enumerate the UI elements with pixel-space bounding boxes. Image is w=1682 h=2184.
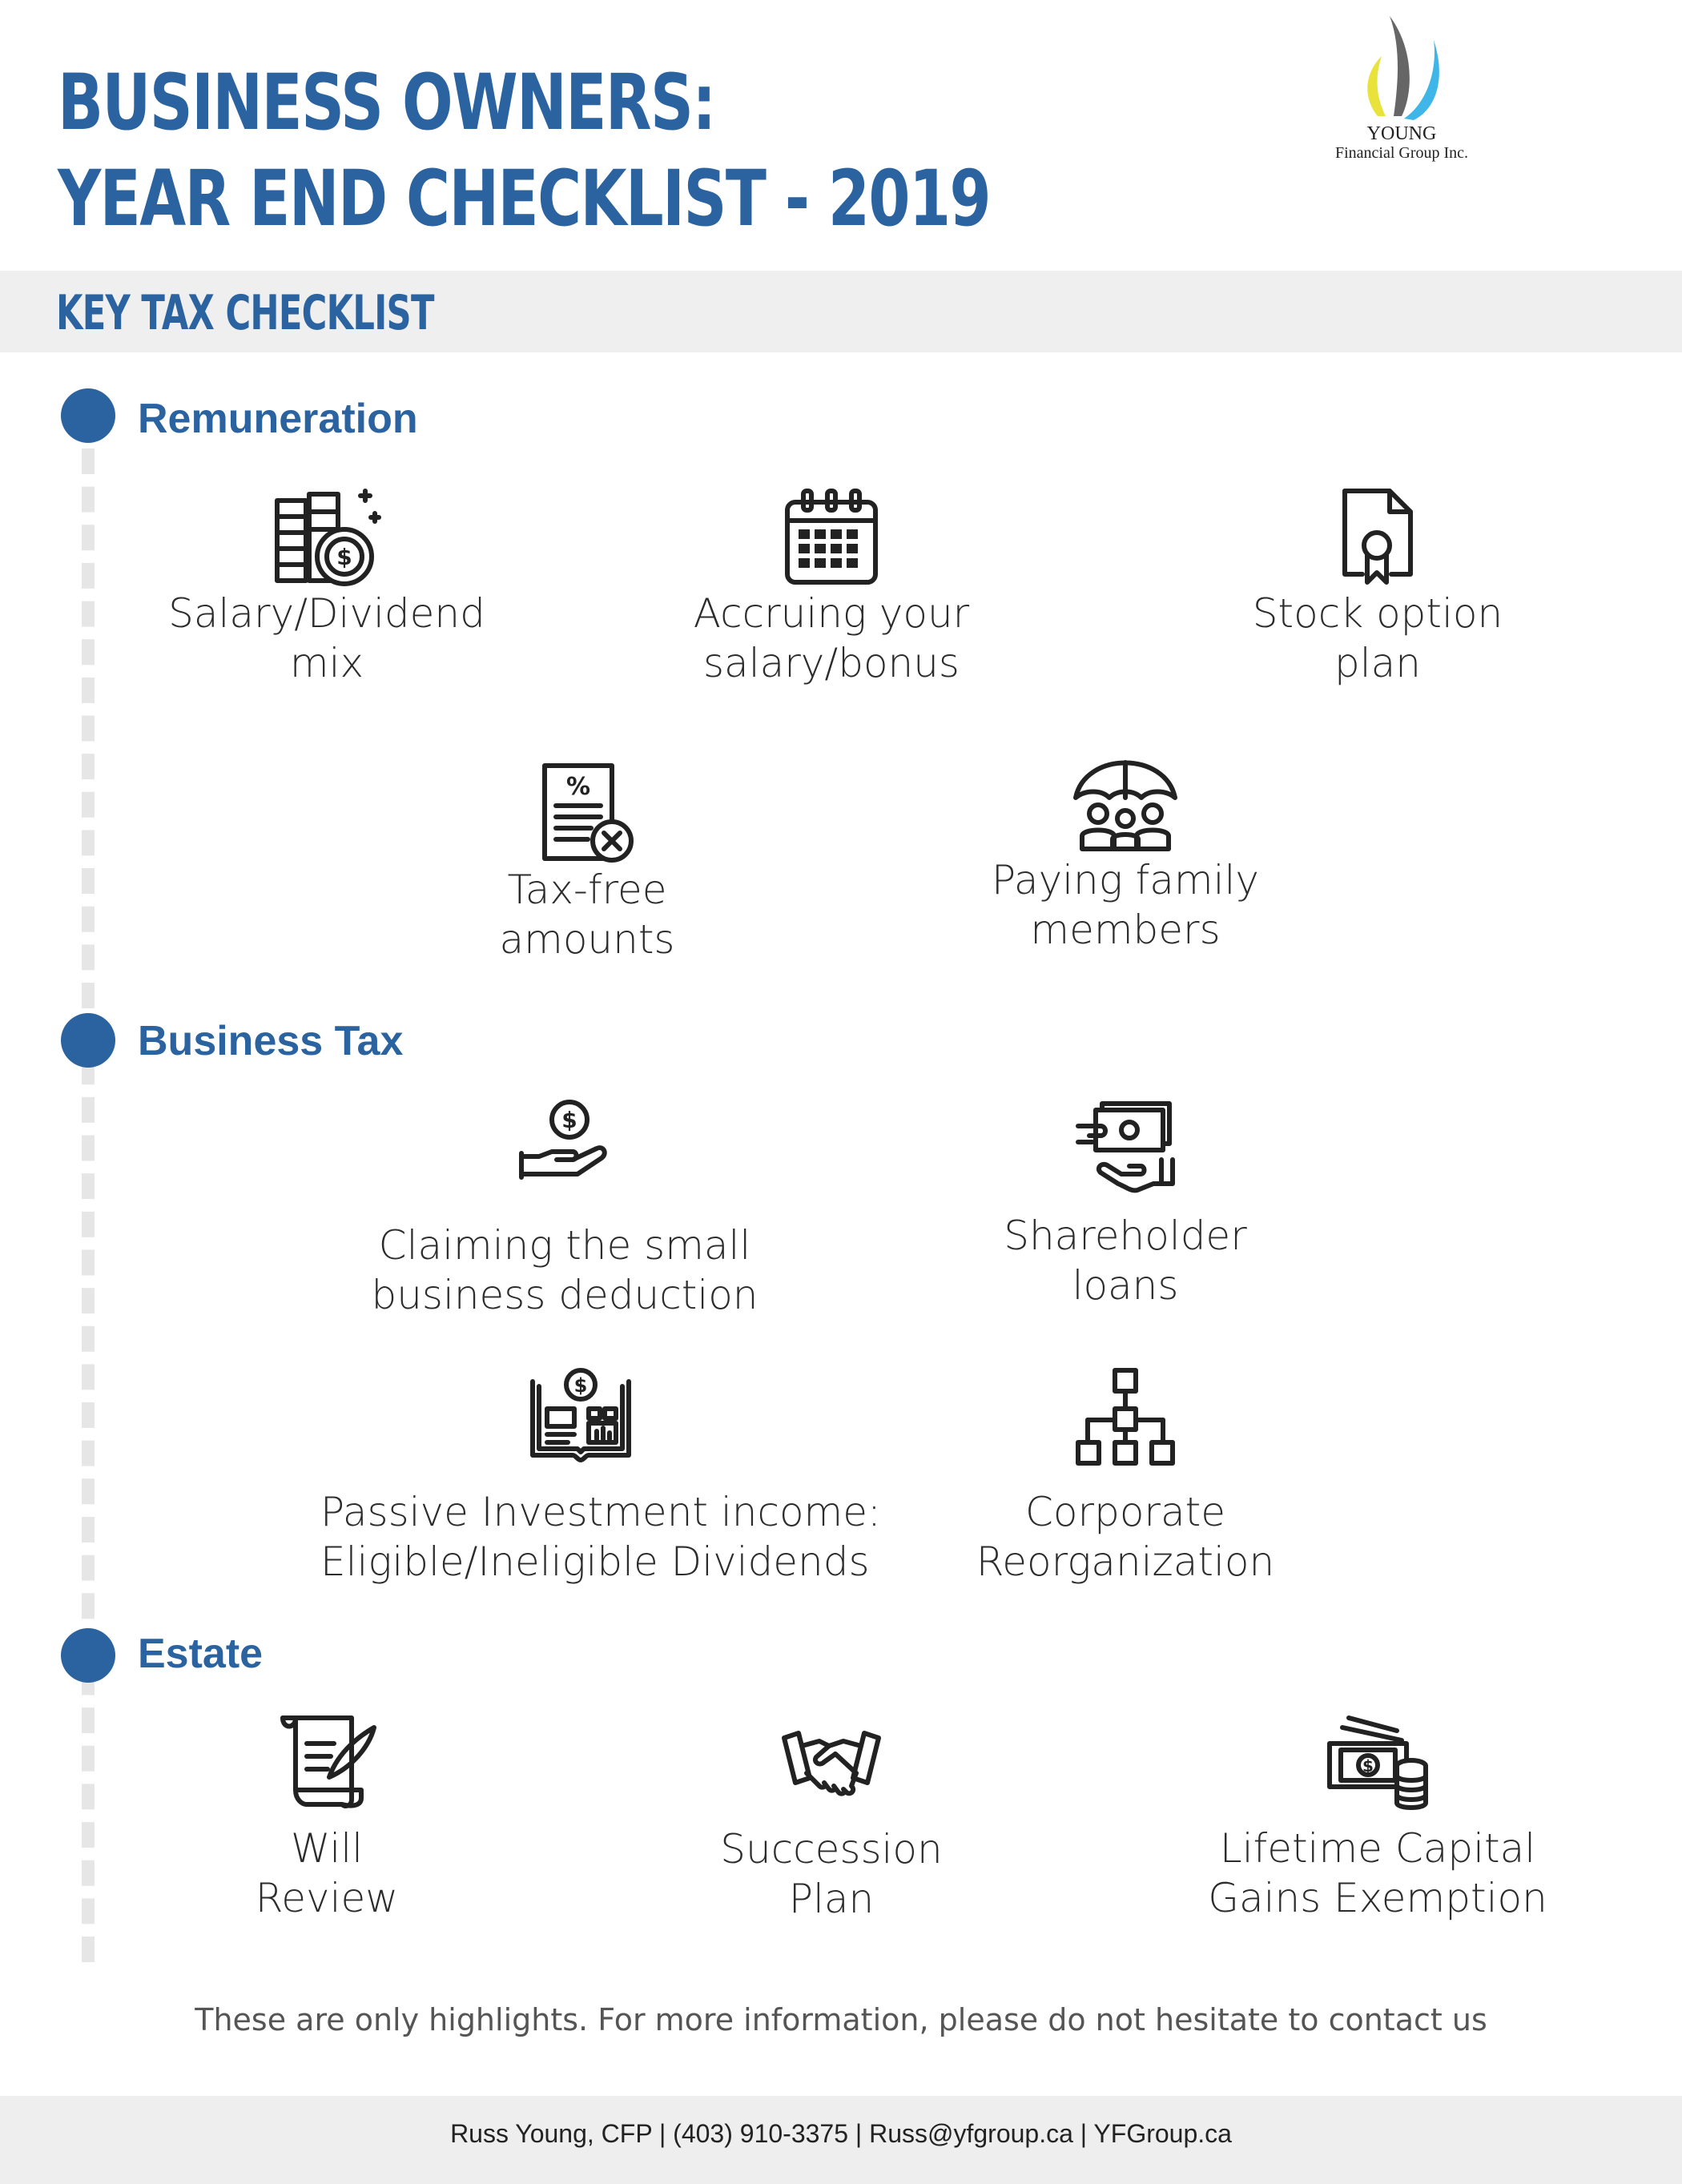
scroll-quill-icon: [275, 1710, 379, 1814]
tax-document-icon: [535, 761, 639, 865]
investment-book-icon: [525, 1366, 637, 1470]
item-label: Accruing your: [693, 590, 970, 637]
item-corporate-reorganization: [945, 1366, 1306, 1587]
section-dot-estate: [61, 1628, 115, 1683]
item-salary-dividend: [167, 485, 487, 688]
item-label: Paying family: [992, 857, 1259, 903]
highlights-note: These are only highlights. For more information, please do not hesitate to contact us: [195, 2002, 1487, 2037]
svg-text:$: $: [1362, 1756, 1374, 1776]
item-label: Claiming the small: [378, 1222, 751, 1269]
item-label: members: [1030, 907, 1221, 953]
band-title: KEY TAX CHECKLIST: [56, 285, 434, 341]
certificate-icon: [1334, 485, 1422, 589]
item-label: Gains Exemption: [1208, 1875, 1547, 1921]
item-label: Reorganization: [976, 1538, 1275, 1585]
item-label: Review: [255, 1875, 399, 1921]
item-paying-family: [965, 751, 1286, 955]
svg-text:$: $: [573, 1374, 588, 1397]
item-passive-investment: [320, 1366, 881, 1587]
item-label: Will: [290, 1825, 363, 1872]
section-title-remuneration: Remuneration: [138, 396, 418, 442]
item-label: Salary/Dividend: [168, 590, 485, 637]
cash-coins-icon: [1322, 1710, 1434, 1814]
item-label: amounts: [499, 916, 675, 963]
item-label: Eligible/Ineligible Dividends: [320, 1538, 870, 1585]
section-dot-remuneration: [61, 388, 115, 443]
section-dot-business-tax: [61, 1013, 115, 1068]
item-label: Plan: [788, 1876, 875, 1922]
timeline-line: [82, 448, 95, 1962]
item-label: Tax-free: [507, 867, 667, 913]
item-label: salary/bonus: [703, 640, 960, 686]
item-label: plan: [1334, 640, 1421, 686]
logo-subtitle: Financial Group Inc.: [1334, 144, 1469, 163]
item-accruing-salary: [671, 485, 992, 688]
page-title-line1: BUSINESS OWNERS:: [58, 58, 715, 147]
money-exchange-icon: [1073, 1097, 1177, 1201]
org-chart-icon: [1073, 1366, 1177, 1470]
item-shareholder-loans: [965, 1097, 1286, 1310]
item-succession-plan: [671, 1722, 992, 1924]
page-title-line2: YEAR END CHECKLIST - 2019: [58, 154, 991, 243]
item-tax-free: [427, 761, 747, 964]
section-title-business-tax: Business Tax: [138, 1018, 404, 1064]
svg-text:$: $: [561, 1107, 577, 1133]
logo-swoosh-icon: [1358, 16, 1446, 120]
item-label: mix: [289, 640, 364, 686]
section-title-estate: Estate: [138, 1631, 264, 1677]
item-label: Shareholder: [1004, 1213, 1247, 1259]
item-small-business-deduction: [364, 1097, 765, 1320]
item-will-review: [167, 1710, 487, 1923]
svg-text:%: %: [565, 773, 591, 801]
company-logo: [1314, 16, 1490, 168]
logo-name: YOUNG: [1366, 123, 1437, 144]
item-label: business deduction: [371, 1272, 759, 1318]
item-lifetime-capital-gains: [1197, 1710, 1558, 1923]
item-label: Succession: [720, 1826, 943, 1872]
item-label: Lifetime Capital: [1219, 1825, 1536, 1872]
svg-text:$: $: [336, 544, 352, 570]
item-label: Stock option: [1252, 590, 1503, 637]
hand-dollar-icon: [517, 1097, 613, 1185]
footer-contact: Russ Young, CFP | (403) 910-3375 | Russ@yfgroup.ca | YFGroup.ca: [450, 2119, 1232, 2148]
item-stock-option: [1217, 485, 1538, 688]
coins-icon: [271, 485, 383, 589]
item-label: Corporate: [1025, 1489, 1225, 1535]
item-label: Passive Investment income:: [320, 1489, 881, 1535]
handshake-icon: [779, 1722, 883, 1810]
item-label: loans: [1072, 1262, 1179, 1309]
family-umbrella-icon: [1069, 751, 1181, 855]
calendar-icon: [779, 485, 883, 589]
